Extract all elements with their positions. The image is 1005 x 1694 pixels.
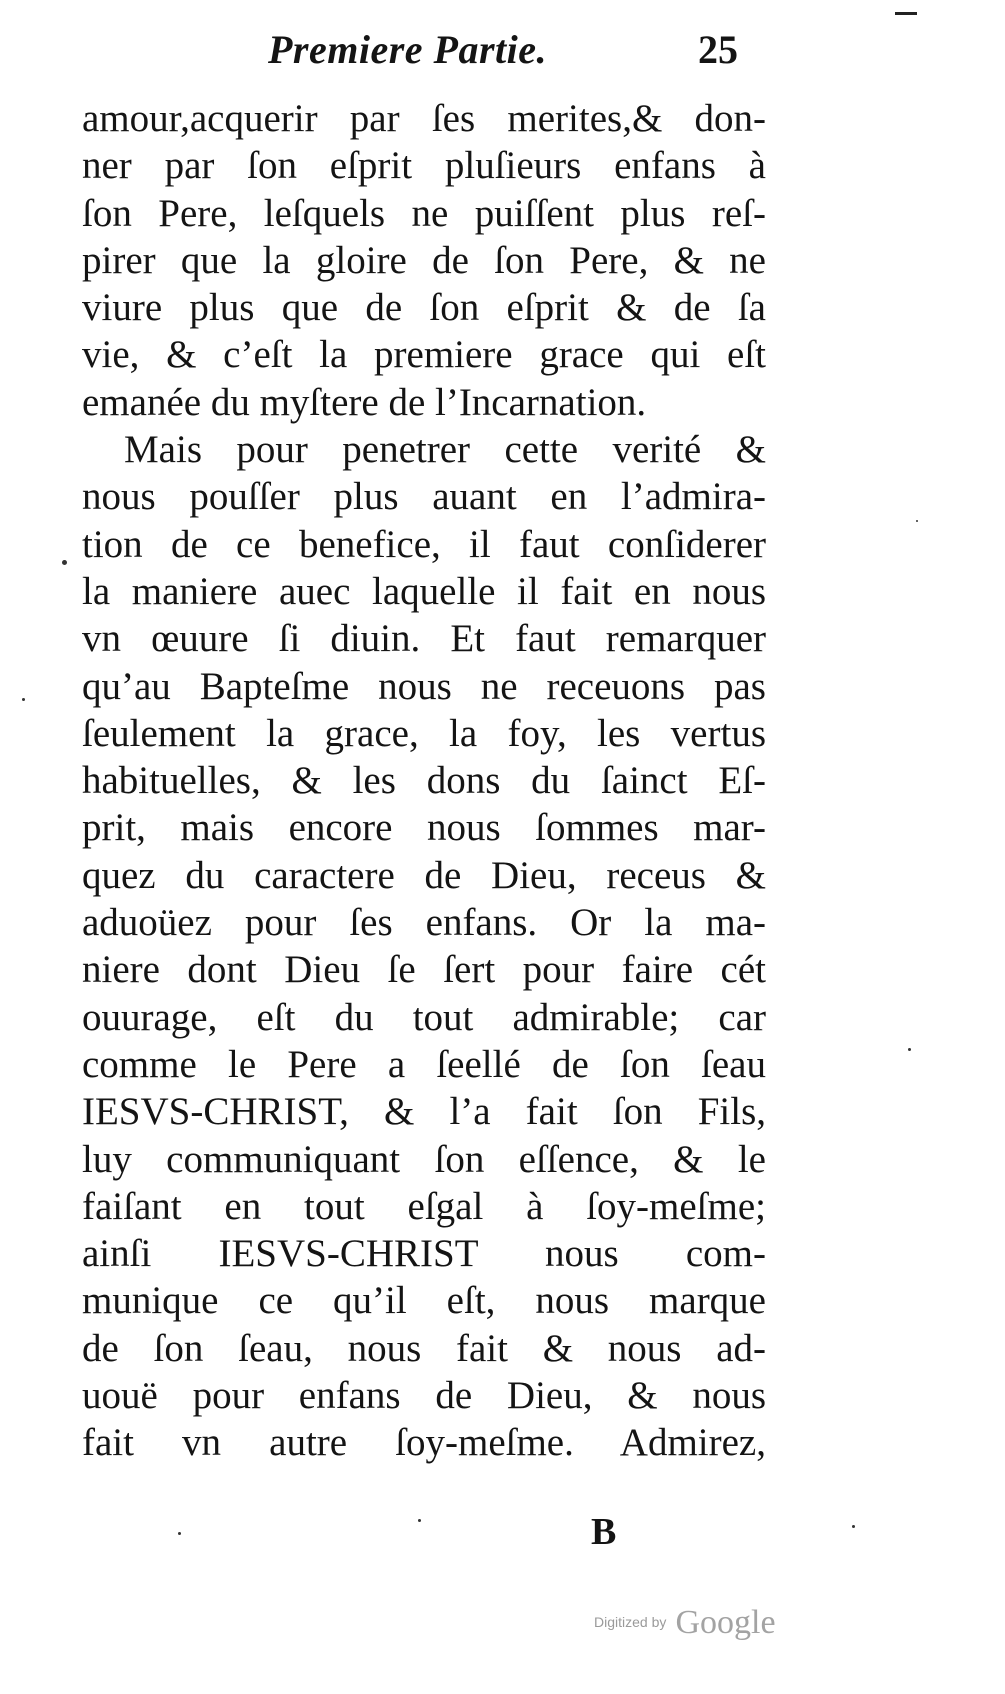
- ink-speck: [852, 1525, 855, 1528]
- digitization-watermark: [594, 1604, 776, 1642]
- text-line: de ſon ſeau, nous fait & nous ad-: [82, 1326, 766, 1370]
- text-line: ner par ſon eſprit pluſieurs enfans à: [82, 144, 766, 188]
- ink-speck: [418, 1519, 421, 1522]
- text-line: la maniere auec laquelle il fait en nous: [82, 569, 766, 613]
- watermark-brand: Google: [675, 1604, 776, 1641]
- body-text: [82, 95, 766, 1467]
- text-line: niere dont Dieu ſe ſert pour faire cét: [82, 948, 766, 992]
- signature-mark: B: [591, 1511, 617, 1553]
- text-line: aduoüez pour ſes enfans. Or la ma-: [82, 901, 766, 945]
- text-line: faiſant en tout eſgal à ſoy-meſme;: [82, 1184, 766, 1228]
- text-line: luy communiquant ſon eſſence, & le: [82, 1137, 766, 1181]
- text-line: qu’au Bapteſme nous ne receuons pas: [82, 664, 766, 708]
- text-line: quez du caractere de Dieu, receus &: [82, 853, 766, 897]
- text-line: vn œuure ſi diuin. Et faut remarquer: [82, 617, 766, 661]
- text-line: IESVS-CHRIST, & l’a fait ſon Fils,: [82, 1090, 766, 1134]
- ink-speck: [62, 560, 67, 565]
- text-line: habituelles, & les dons du ſainct Eſ-: [82, 759, 766, 803]
- text-line: prit, mais encore nous ſommes mar-: [82, 806, 766, 850]
- text-line: uouë pour enfans de Dieu, & nous: [82, 1374, 766, 1418]
- text-line: vie, & c’eſt la premiere grace qui eſt: [82, 333, 766, 377]
- text-line: munique ce qu’il eſt, nous marque: [82, 1279, 766, 1323]
- text-line: pirer que la gloire de ſon Pere, & ne: [82, 238, 766, 282]
- paragraph-first-line: Mais pour penetrer cette verité &: [124, 428, 766, 472]
- text-line: ouurage, eſt du tout admirable; car: [82, 995, 766, 1039]
- text-line: fait vn autre ſoy-meſme. Admirez,: [82, 1421, 766, 1465]
- text-line: ſon Pere, leſquels ne puiſſent plus reſ-: [82, 191, 766, 235]
- text-line: viure plus que de ſon eſprit & de ſa: [82, 286, 766, 330]
- ink-speck: [22, 698, 25, 701]
- text-line: amour,acquerir par ſes merites,& don-: [82, 97, 766, 140]
- page-edge-mark: [895, 12, 917, 15]
- text-line: emanée du myſtere de l’Incarnation.: [82, 380, 647, 424]
- text-line: tion de ce benefice, il faut conſiderer: [82, 522, 766, 566]
- ink-speck: [908, 1048, 911, 1051]
- page-header: [268, 26, 768, 82]
- watermark-prefix: Digitized by: [594, 1614, 667, 1630]
- page-number: 25: [698, 27, 738, 72]
- ink-speck: [916, 520, 918, 522]
- text-line: nous pouſſer plus auant en l’admira-: [82, 475, 766, 519]
- text-line: comme le Pere a ſeellé de ſon ſeau: [82, 1042, 766, 1086]
- text-line: ainſi IESVS-CHRIST nous com-: [82, 1232, 766, 1276]
- ink-speck: [178, 1532, 181, 1535]
- text-line: ſeulement la grace, la foy, les vertus: [82, 711, 766, 755]
- running-title: Premiere Partie.: [268, 27, 548, 72]
